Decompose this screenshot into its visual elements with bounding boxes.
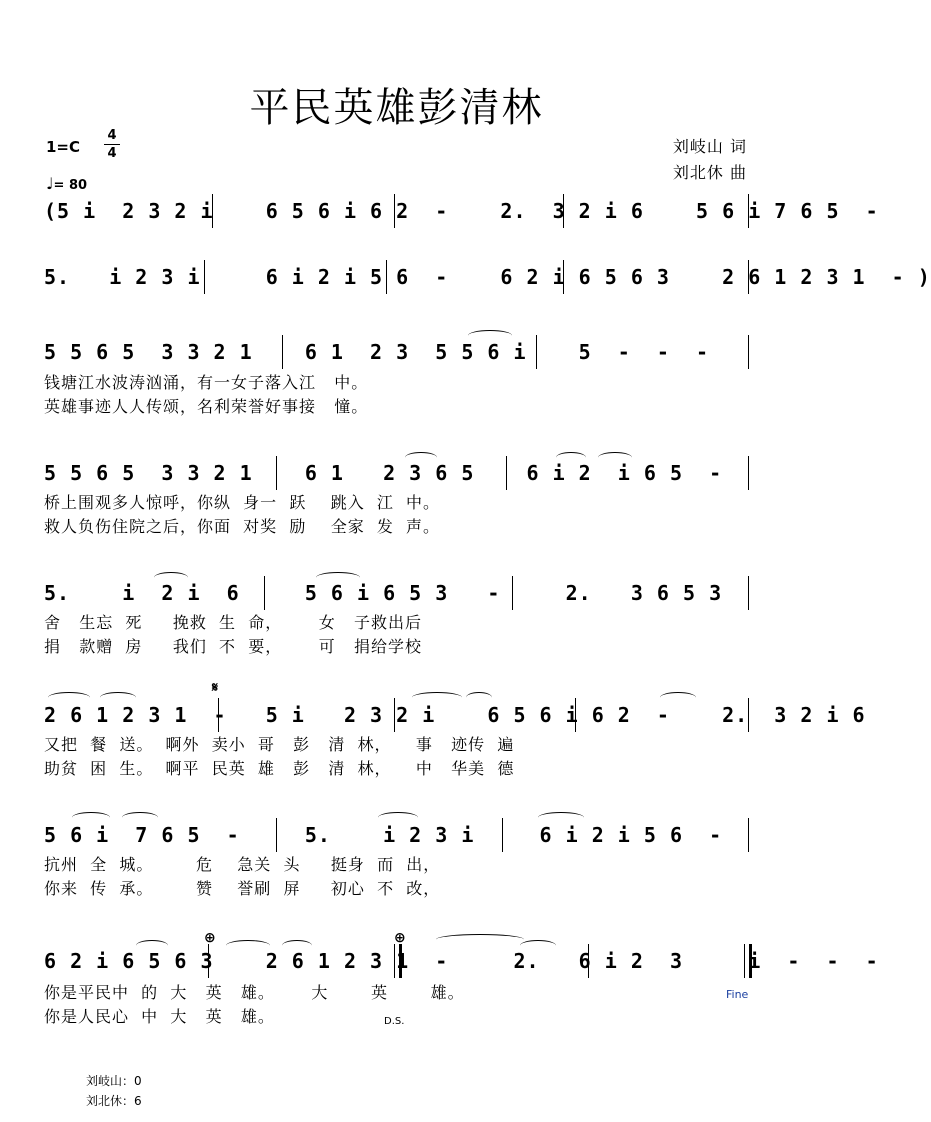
barline — [386, 260, 387, 294]
lyric-verse2-line5: 你来 传 承。 赞 誉刷 屏 初心 不 改， — [44, 879, 441, 898]
score-line-7: 5 6 i 7 6 5 - 5. i 2 3 i 6 i 2 i 5 6 - — [44, 823, 723, 847]
slur — [660, 692, 696, 703]
barline — [575, 698, 576, 732]
barline — [212, 194, 213, 228]
ds-marking: D.S. — [384, 1016, 405, 1027]
lyric-verse1-line2: 桥上围观多人惊呼，你纵 身一 跃 跳入 江 中。 — [44, 493, 441, 512]
barline — [512, 576, 513, 610]
slur — [538, 812, 584, 823]
slur — [466, 692, 492, 703]
score-line-4: 5 5 6 5 3 3 2 1 6 1 2 3 6 5 6 i 2 i 6 5 - — [44, 461, 723, 485]
slur — [72, 812, 110, 823]
coda-icon: ⊕ — [204, 930, 216, 946]
footer-line-1: 刘岐山：0 — [86, 1074, 142, 1088]
composer-credit: 刘北休 曲 — [672, 163, 747, 182]
score-line-1: (5 i 2 3 2 i 6 5 6 i 6 2 - 2. 3 2 i 6 5 6 i 7 6 5 - — [44, 199, 879, 223]
tempo-marking — [46, 174, 87, 193]
barline — [394, 698, 395, 732]
barline — [276, 456, 277, 490]
barline — [748, 698, 749, 732]
barline — [506, 456, 507, 490]
barline — [204, 260, 205, 294]
slur — [154, 572, 188, 583]
barline — [748, 576, 749, 610]
quarter-note-icon: ♩ — [46, 174, 54, 193]
time-signature — [104, 128, 120, 161]
meter-top: 4 — [107, 128, 117, 143]
barline — [588, 944, 589, 978]
score-line-2: 5. i 2 3 i 6 i 2 i 5 6 - 6 2 i 6 5 6 3 2 6 1 2 3 1 - ) — [44, 265, 931, 289]
lyric-verse1-line3: 舍 生忘 死 挽救 生 命， 女 子救出后 — [44, 613, 422, 632]
slur — [468, 330, 512, 341]
lyric-verse1-line5: 抗州 全 城。 危 急关 头 挺身 而 出， — [44, 855, 441, 874]
barline — [282, 335, 283, 369]
barline — [208, 944, 209, 978]
lyric-verse2-line1: 英雄事迹人人传颂，名利荣誉好事接 憧。 — [44, 397, 369, 416]
final-barline — [744, 944, 752, 978]
lyric-verse1-line4: 又把 餐 送。 啊外 卖小 哥 彭 清 林， 事 迹传 遍 — [44, 735, 515, 754]
lyric-verse2-line6: 你是人民心 中 大 英 雄。 — [44, 1007, 275, 1026]
slur — [556, 452, 586, 463]
barline — [276, 818, 277, 852]
slur — [405, 452, 437, 463]
slur — [48, 692, 90, 703]
key-signature: 1=C — [46, 138, 81, 156]
slur — [282, 940, 312, 951]
barline — [748, 335, 749, 369]
slur — [122, 812, 158, 823]
slur — [412, 692, 462, 703]
barline — [264, 576, 265, 610]
lyric-verse2-line2: 救人负伤住院之后，你面 对奖 励 全家 发 声。 — [44, 517, 441, 536]
slur — [520, 940, 556, 951]
meter-bottom: 4 — [107, 146, 117, 161]
barline — [563, 260, 564, 294]
barline — [536, 335, 537, 369]
score-line-6: 2 6 1 2 3 1 - 5 i 2 3 2 i 6 5 6 i 6 2 - 2. 3 2 i 6 — [44, 703, 866, 727]
barline — [563, 194, 564, 228]
slur — [378, 812, 418, 823]
coda-icon: ⊕ — [394, 930, 406, 946]
barline — [748, 818, 749, 852]
slur — [136, 940, 168, 951]
segno-icon: 𝄋 — [212, 680, 219, 696]
lyricist-credit: 刘岐山 词 — [672, 137, 747, 156]
lyric-verse2-line4: 助贫 困 生。 啊平 民英 雄 彭 清 林， 中 华美 德 — [44, 759, 515, 778]
slur — [226, 940, 270, 951]
barline — [394, 194, 395, 228]
barline — [748, 260, 749, 294]
lyric-verse1-line1: 钱塘江水波涛汹涌，有一女子落入江 中。 — [44, 373, 369, 392]
slur — [598, 452, 632, 463]
footer-line-2: 刘北休：6 — [86, 1094, 142, 1108]
score-line-5: 5. i 2 i 6 5 6 i 6 5 3 - 2. 3 6 5 3 — [44, 581, 723, 605]
tempo-value: = 80 — [53, 178, 88, 193]
lyric-verse1-line6: 你是平民中 的 大 英 雄。 大 英 雄。 — [44, 983, 465, 1002]
barline — [748, 456, 749, 490]
slur — [100, 692, 136, 703]
score-line-8: 6 2 i 6 5 6 3 2 6 1 2 3 1 - 2. 6 i 2 3 i - - - — [44, 949, 879, 973]
barline — [218, 698, 219, 732]
slur — [316, 572, 360, 583]
score-line-3: 5 5 6 5 3 3 2 1 6 1 2 3 5 5 6 i 5 - - - — [44, 340, 710, 364]
slur — [436, 934, 524, 945]
lyric-verse2-line3: 捐 款赠 房 我们 不 要， 可 捐给学校 — [44, 637, 422, 656]
fine-marking: Fine — [726, 988, 749, 1001]
repeat-barline — [394, 944, 402, 978]
barline — [502, 818, 503, 852]
barline — [748, 194, 749, 228]
page-title: 平民英雄彭清林 — [249, 85, 544, 131]
